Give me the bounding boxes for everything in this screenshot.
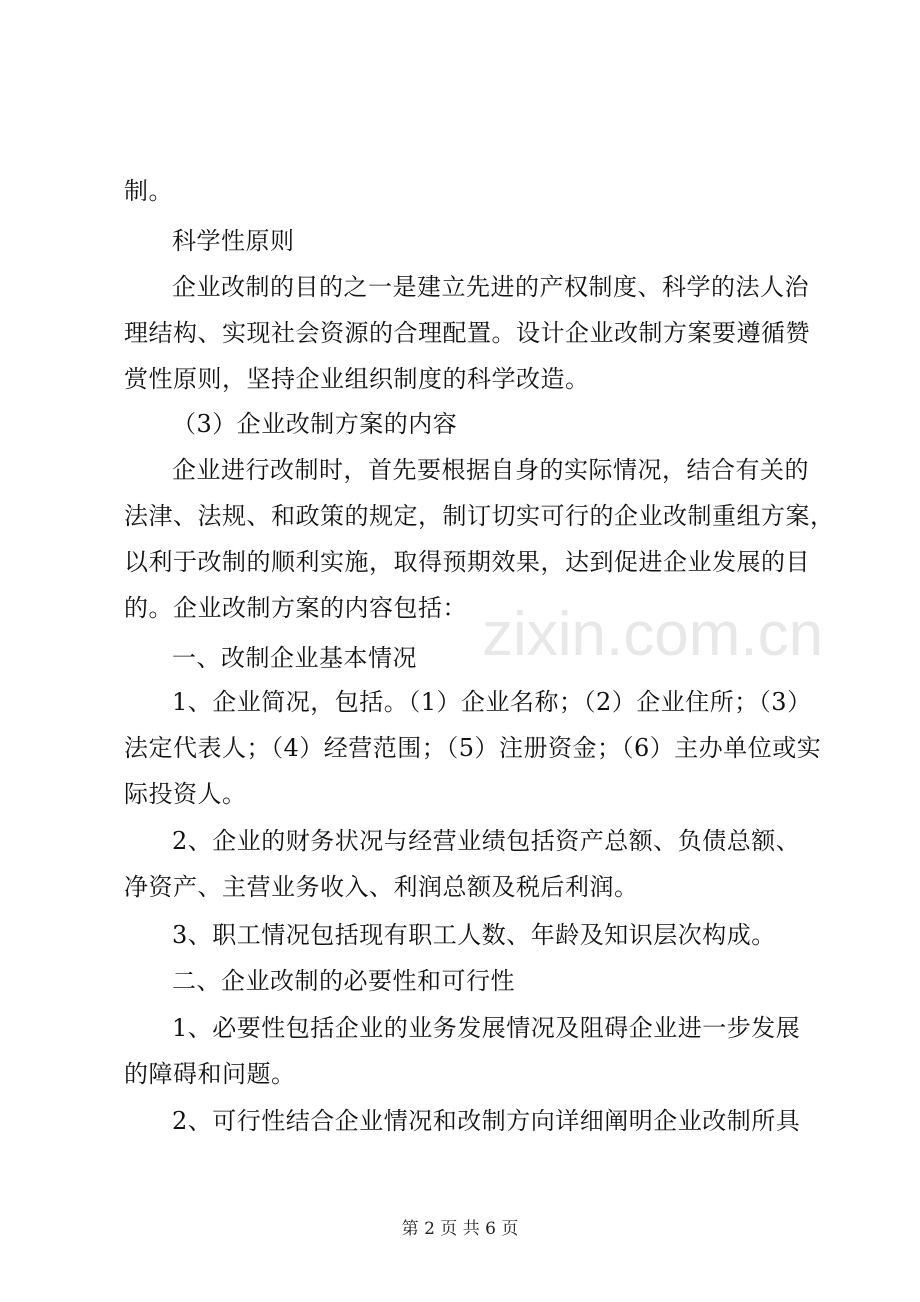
text-line: 制。 <box>124 177 173 205</box>
text-line: 以利于改制的顺利实施，取得预期效果，达到促进企业发展的目 <box>124 548 810 576</box>
text-line: 法津、法规、和政策的规定，制订切实可行的企业改制重组方案， <box>124 502 835 530</box>
text-line: 际投资人。 <box>124 780 247 808</box>
text-line: 的。企业改制方案的内容包括： <box>124 594 467 622</box>
section-heading: （3）企业改制方案的内容 <box>172 410 458 438</box>
text-line: 的障碍和问题。 <box>124 1060 296 1088</box>
text-line: 理结构、实现社会资源的合理配置。设计企业改制方案要遵循赞 <box>124 319 810 347</box>
section-heading: 科学性原则 <box>172 227 295 255</box>
page-number-footer: 第 2 页 共 6 页 <box>401 1219 519 1239</box>
text-line: 3、职工情况包括现有职工人数、年龄及知识层次构成。 <box>172 921 776 949</box>
text-line: 1、企业简况，包括。（1）企业名称；（2）企业住所；（3） <box>172 688 812 716</box>
text-line: 企业进行改制时，首先要根据自身的实际情况，结合有关的 <box>172 456 809 484</box>
watermark: zixin.com.cn <box>482 600 824 669</box>
section-heading: 一、改制企业基本情况 <box>172 644 417 672</box>
text-line: 净资产、主营业务收入、利润总额及税后利润。 <box>124 873 639 901</box>
text-line: 法定代表人；（4）经营范围；（5）注册资金；（6）主办单位或实 <box>124 734 822 762</box>
text-line: 赏性原则，坚持企业组织制度的科学改造。 <box>124 365 590 393</box>
text-line: 2、可行性结合企业情况和改制方向详细阐明企业改制所具 <box>172 1107 801 1135</box>
text-line: 1、必要性包括企业的业务发展情况及阻碍企业进一步发展 <box>172 1014 801 1042</box>
section-heading: 二、企业改制的必要性和可行性 <box>172 967 515 995</box>
text-line: 2、企业的财务状况与经营业绩包括资产总额、负债总额、 <box>172 827 801 855</box>
text-line: 企业改制的目的之一是建立先进的产权制度、科学的法人治 <box>172 273 809 301</box>
